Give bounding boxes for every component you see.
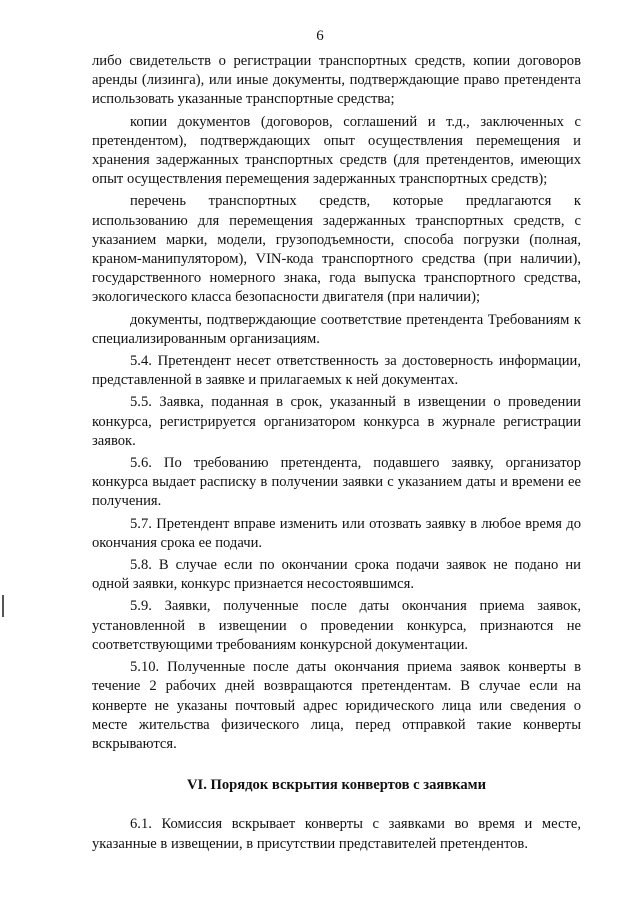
document-body — [92, 52, 581, 854]
clause-5-5: 5.5. Заявка, поданная в срок, указанный в извещении о проведении конкурса, регистрируется организатором конкурса в журнале регистрации заявок. — [92, 394, 581, 449]
paragraph-vehicle-list: перечень транспортных средств, которые предлагаются к использованию для перемещения задержанных транспортных средств, с указанием марки, модели, грузоподъемности, способа погрузки (полная, краном-манипулятором), VIN-кода транспортного средства (при наличии), государственного номерного знака, года выпуска транспортного средства, экологического класса безопасности двигателя (при наличии); — [92, 193, 581, 306]
paragraph-compliance-documents: документы, подтверждающие соответствие претендента Требованиям к специализированным организациям. — [92, 311, 581, 347]
clause-5-4: 5.4. Претендент несет ответственность за достоверность информации, представленной в заявке и прилагаемых к ней документах. — [92, 353, 581, 389]
paragraph-experience-documents: копии документов (договоров, соглашений и т.д., заключенных с претендентом), подтверждающих опыт осуществления перемещения и хранения задержанных транспортных средств (для претендентов, имеющих опыт осуществления перемещения задержанных транспортных средств); — [92, 113, 581, 188]
clause-5-6: 5.6. По требованию претендента, подавшего заявку, организатор конкурса выдает расписку в получении заявки с указанием даты и времени ее получения. — [92, 455, 581, 510]
scan-edge-mark — [2, 595, 4, 617]
clause-5-7: 5.7. Претендент вправе изменить или отозвать заявку в любое время до окончания срока ее подачи. — [92, 515, 581, 551]
clause-6-1: 6.1. Комиссия вскрывает конверты с заявками во время и месте, указанные в извещении, в присутствии представителей претендентов. — [92, 816, 581, 852]
clause-5-9: 5.9. Заявки, полученные после даты окончания приема заявок, установленной в извещении о проведении конкурса, признаются не соответствующими требованиям конкурсной документации. — [92, 598, 581, 653]
page-number: 6 — [316, 28, 324, 44]
clause-5-10: 5.10. Полученные после даты окончания приема заявок конверты в течение 2 рабочих дней возвращаются претендентам. В случае если на конверте не указаны почтовый адрес юридического лица или сведения о месте жительства физического лица, перед отправкой такие конверты вскрываются. — [92, 659, 581, 752]
section-heading-vi: VI. Порядок вскрытия конвертов с заявками — [186, 777, 487, 794]
paragraph-continuation: либо свидетельств о регистрации транспортных средств, копии договоров аренды (лизинга), или иные документы, подтверждающие право претендента использовать указанные транспортные средства; — [92, 53, 581, 108]
clause-5-8: 5.8. В случае если по окончании срока подачи заявок не подано ни одной заявки, конкурс признается несостоявшимся. — [92, 557, 581, 593]
